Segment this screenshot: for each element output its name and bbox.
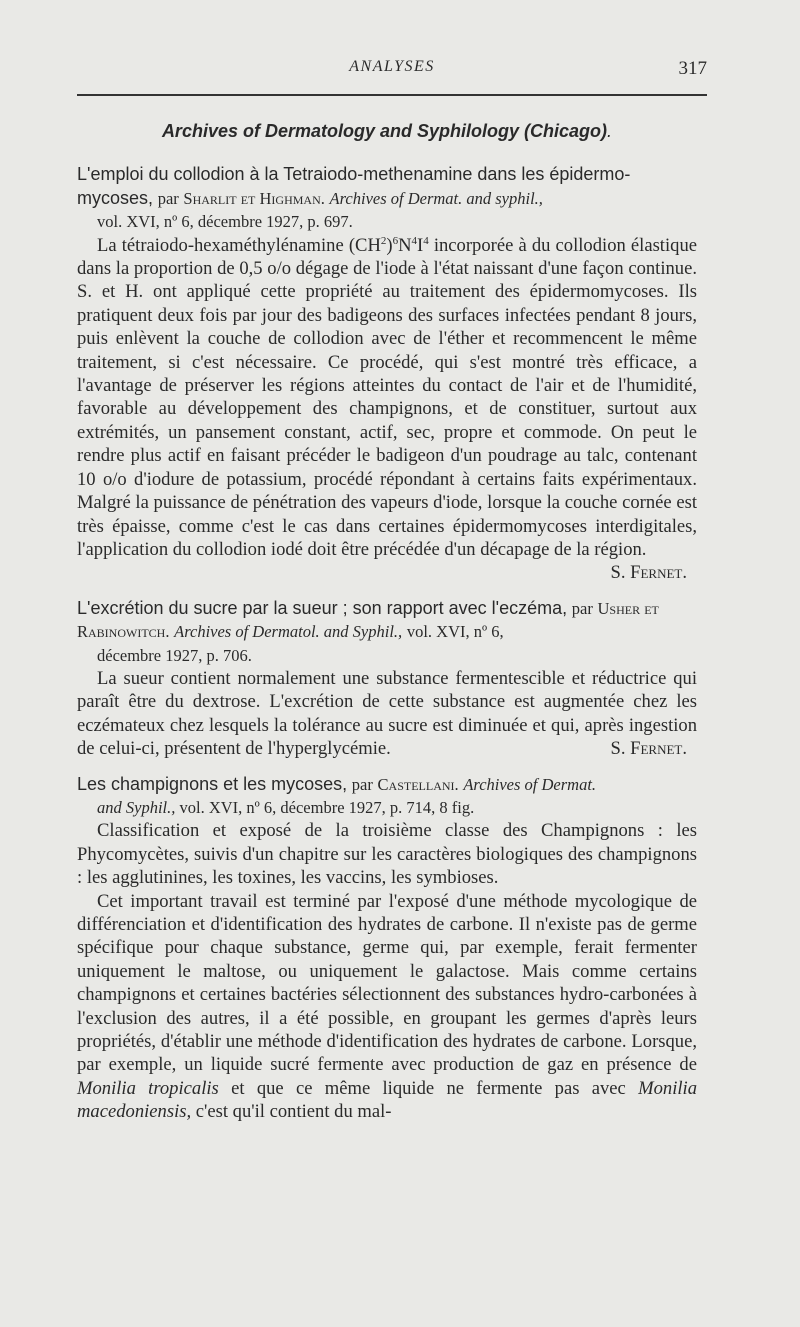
article-1 xyxy=(77,163,697,584)
formula-sup-2: 6 xyxy=(392,234,399,247)
article-content xyxy=(77,120,697,1124)
running-title: ANALYSES xyxy=(349,58,435,75)
article-1-body-pre: La tétraiodo-hexaméthylénamine (CH xyxy=(97,234,381,256)
article-2-body-text: La sueur contient normalement une substance fermentescible et réductrice qui paraît être du dextrose. L'excrétion de cette substance est augmentée chez les eczémateux chez lesquels la tolérance au sucre est diminuée et qui, après ingestion de celui-ci, présentent de l'hyperglycémie. xyxy=(77,667,697,760)
article-1-by: par xyxy=(157,188,179,208)
article-3-title: Les champignons et les mycoses, xyxy=(77,773,348,794)
formula-part-b: N xyxy=(398,234,412,256)
article-2-header xyxy=(77,597,697,644)
article-1-header xyxy=(77,163,697,210)
page-number: 317 xyxy=(678,58,707,79)
article-3-source: and Syphil., xyxy=(97,797,176,817)
article-3-ref: vol. XVI, nº 6, décembre 1927, p. 714, 8 fig. xyxy=(179,797,475,817)
article-2-title: L'excrétion du sucre par la sueur ; son rapport avec l'eczéma, xyxy=(77,597,568,618)
formula-sup-4: 4 xyxy=(423,234,429,247)
article-3-authors: Castellani. xyxy=(377,774,459,794)
species-2: Monilia macedoniensis, xyxy=(77,1077,698,1123)
article-3-body-4-text: c'est qu'il contient du mal- xyxy=(195,1101,392,1123)
article-1-signature: S. Fernet. xyxy=(610,562,687,584)
article-1-ref: vol. XVI, nº 6, décembre 1927, p. 697. xyxy=(97,212,353,232)
header-rule xyxy=(77,94,707,96)
article-2-by: par xyxy=(571,598,593,618)
article-2 xyxy=(77,597,697,761)
article-3-source-a: Archives of Dermat. xyxy=(463,774,597,794)
formula-sup-1: 2 xyxy=(380,234,387,247)
article-2-ref: décembre 1927, p. 706. xyxy=(97,645,252,665)
article-3 xyxy=(77,773,697,1124)
article-2-signature: S. Fernet. xyxy=(610,738,687,760)
article-3-body-2 xyxy=(77,890,697,1124)
journal-heading xyxy=(77,120,697,143)
article-2-ref-a: vol. XVI, nº 6, xyxy=(406,622,504,642)
formula-part-c: I xyxy=(417,234,424,256)
article-1-body xyxy=(77,234,697,584)
article-3-body-2-text: Cet important travail est terminé par l'exposé d'une méthode mycologique de différenciation et d'identification des hydrates de carbone. Il n'existe pas de germe spécifique pour chaque substance, germe qui, par exemple, ferait fermenter uniquement le maltose, ou uniquement le galactose. Mais comme certains champignons et certaines bactéries sélectionnent des substances hydro-carbonées à l'exclusion des autres, il a été possible, en groupant les germes d'après leurs propriétés, d'établir une méthode d'identification des hydrates de carbone. Lorsque, par exemple, un liquide sucré fermente avec production de gaz en présence de xyxy=(77,890,697,1076)
article-3-body-3-text: et que ce même liquide ne fermente pas avec xyxy=(231,1077,626,1099)
article-1-source: Archives of Dermat. and syphil., xyxy=(329,188,543,208)
journal-trail: . xyxy=(607,121,613,141)
article-3-ref-line xyxy=(77,796,697,819)
formula-sup-3: 4 xyxy=(411,234,418,247)
article-1-body-text: incorporée à du collodion élastique dans la proportion de 0,5 o/o dégage de l'iode à l'état naissant d'une façon continue. S. et H. ont appliqué cette propriété au traitement des épidermomycoses. Ils pratiquent deux fois par jour des badigeons des surfaces infectées pendant 8 jours, puis enlèvent la couche de collodion avec de l'éther et recommencent le même traitement, si c'est nécessaire. Ce procédé, qui s'est montré très efficace, a l'avantage de préserver les régions atteintes du contact de l'air et de l'humidité, favorable au développement des champignons, et de constituer, surtout aux extrémités, un pansement constant, actif, sec, propre et commode. On peut le rendre plus actif en faisant précéder le badigeon d'un poudrage au talc, contenant 10 o/o d'iodure de potassium, procédé répondant à certains faits expérimentaux. Malgré la puissance de pénétration des vapeurs d'iode, lorsque la couche cornée est très épaisse, comme c'est le cas dans certaines épidermomycoses interdigitales, l'application du collodion iodé doit être précédée d'un décapage de la région. xyxy=(77,234,697,560)
journal-location: (Chicago) xyxy=(524,121,608,141)
article-1-title: L'emploi du collodion à la Tetraiodo-methenamine dans les épidermo-mycoses, xyxy=(77,164,631,208)
article-3-header xyxy=(77,773,697,796)
species-1: Monilia tropicalis xyxy=(77,1077,219,1099)
article-1-authors: Sharlit et Highman. xyxy=(183,188,325,208)
article-3-body: Classification et exposé de la troisième classe des Champignons : les Phycomycètes, suivis d'un chapitre sur les caractères biologiques des champignons : les agglutinines, les toxines, les vaccins, les symbioses. xyxy=(77,820,697,889)
formula-part-a: ) xyxy=(386,234,393,256)
article-2-source: Archives of Dermatol. and Syphil., xyxy=(174,622,403,642)
running-header xyxy=(77,58,707,82)
journal-name: Archives of Dermatology and Syphilology xyxy=(161,121,520,141)
article-2-authors: Usher et Rabinowitch. xyxy=(77,598,659,642)
article-3-by: par xyxy=(351,774,373,794)
article-2-body xyxy=(77,667,697,761)
